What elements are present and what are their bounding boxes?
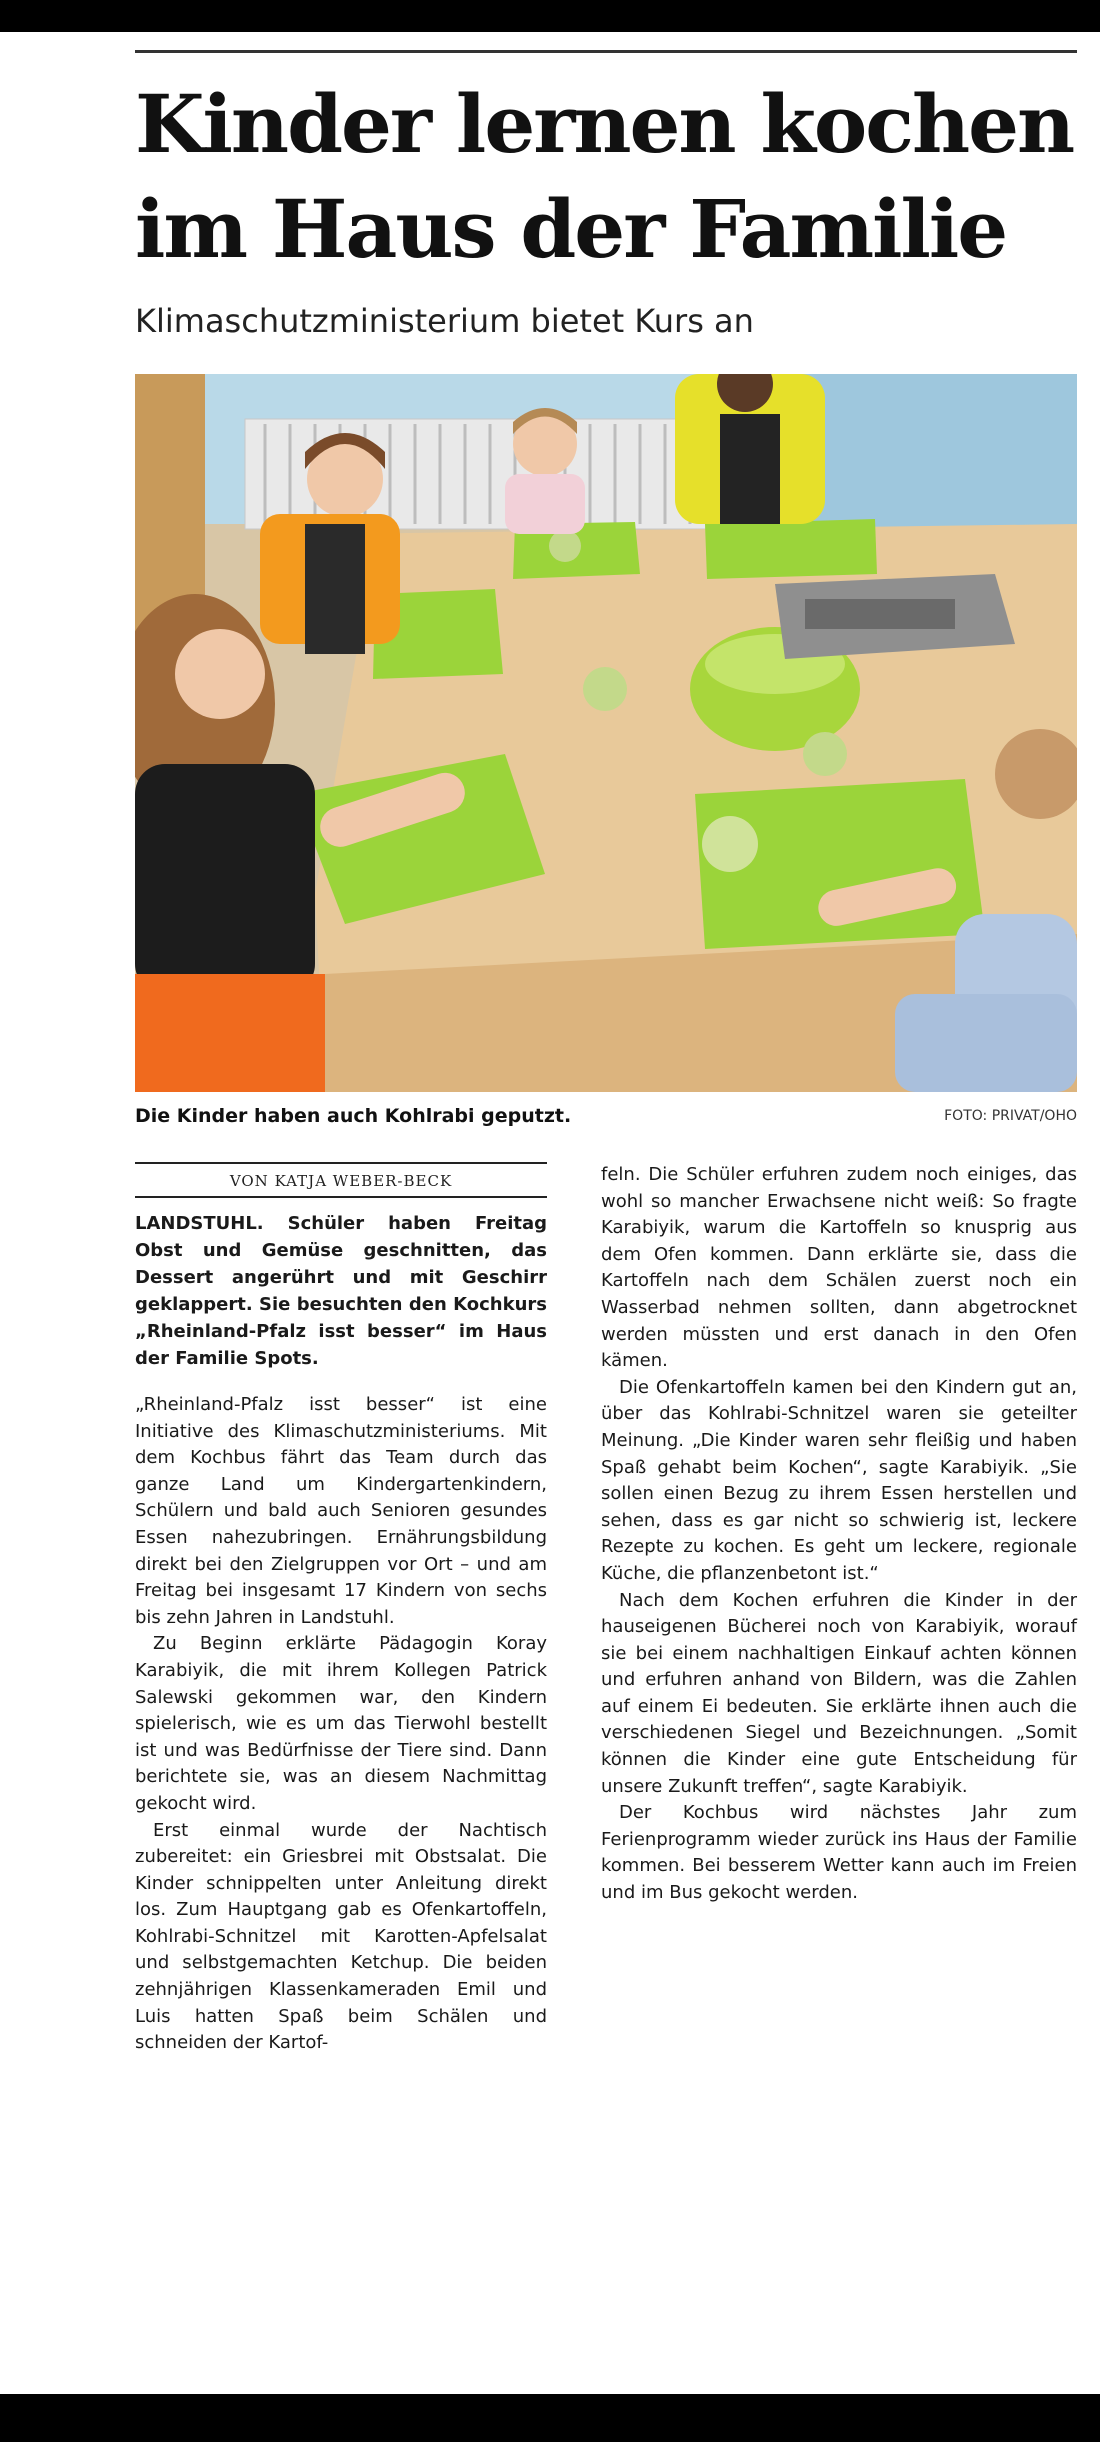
body-paragraph: Zu Beginn erklärte Pädagogin Koray Karabiyik, die mit ihrem Kollegen Patrick Salewski gekommen war, den Kindern spielerisch, wie es um das Tierwohl bestellt ist und was Bedürfnisse der Tiere sind. Dann berichtete sie, was an diesem Nachmittag gekocht wird. bbox=[135, 1633, 547, 1814]
byline: VON KATJA WEBER-BECK bbox=[229, 1172, 453, 1190]
body-paragraph: Nach dem Kochen erfuhren die Kinder in der hauseigenen Bücherei noch von Karabiyik, worauf sie bei einem nachhaltigen Einkauf achten können und erfuhren anhand von Bildern, was die Zahlen auf einem Ei bedeuten. Sie erklärte ihnen auch die verschiedenen Siegel und Bezeichnungen. „Somit können die Kinder eine gute Entscheidung für unsere Zukunft treffen“, sagte Karabiyik. bbox=[601, 1589, 1077, 1797]
body-paragraph: feln. Die Schüler erfuhren zudem noch einiges, das wohl so mancher Erwachsene nicht weiß: So fragte Karabiyik, warum die Kartoffeln so knusprig aus dem Ofen kommen. Dann erklärte sie, dass die Kartoffeln nach dem Schälen zuerst noch ein Wasserbad nehmen sollten, dann abgetrocknet werden müssten und erst danach in den Ofen kämen. bbox=[601, 1164, 1077, 1372]
byline-rule-bottom bbox=[135, 1196, 547, 1198]
photo-credit: FOTO: PRIVAT/OHO bbox=[944, 1108, 1077, 1124]
bottom-black-bar bbox=[0, 2394, 1100, 2442]
photo-kids-cooking-illustration bbox=[135, 374, 1077, 1092]
byline-rule-top bbox=[135, 1162, 547, 1164]
top-rule bbox=[135, 50, 1077, 53]
photo-caption: Die Kinder haben auch Kohlrabi geputzt. bbox=[135, 1105, 572, 1127]
article-photo bbox=[135, 374, 1077, 1092]
headline-line-2: im Haus der Familie bbox=[135, 182, 1007, 276]
headline bbox=[135, 72, 1077, 282]
body-paragraph: Die Ofenkartoffeln kamen bei den Kindern gut an, über das Kohlrabi-Schnitzel waren sie geteilter Meinung. „Die Kinder waren sehr fleißig und haben Spaß gehabt beim Kochen“, sagte Karabiyik. „Sie sollen einen Bezug zu ihrem Essen herstellen und sehen, dass es gar nicht so schwierig ist, leckere Rezepte zu kochen. Es geht um leckere, regionale Küche, die pflanzenbetont ist.“ bbox=[601, 1376, 1077, 1584]
headline-line-1: Kinder lernen kochen bbox=[135, 77, 1074, 171]
column-2 bbox=[601, 1162, 1077, 1907]
body-paragraph: Erst einmal wurde der Nachtisch zubereitet: ein Griesbrei mit Obstsalat. Die Kinder schnippelten unter Anleitung direkt los. Zum Hauptgang gab es Ofenkartoffeln, Kohlrabi-Schnitzel mit Karotten-Apfelsalat und selbstgemachten Ketchup. Die beiden zehnjährigen Klassenkameraden Emil und Luis hatten Spaß beim Schälen und schneiden der Kartof- bbox=[135, 1819, 547, 2054]
top-black-bar bbox=[0, 0, 1100, 32]
subheadline: Klimaschutzministerium bietet Kurs an bbox=[135, 302, 754, 340]
body-paragraph: „Rheinland-Pfalz isst besser“ ist eine Initiative des Klimaschutzministeriums. Mit dem Kochbus fährt das Team durch das ganze Land um Kindergartenkindern, Schülern und bald auch Senioren gesundes Essen nahezubringen. Ernährungsbildung direkt bei den Zielgruppen vor Ort – und am Freitag bei insgesamt 17 Kindern von sechs bis zehn Jahren in Landstuhl. bbox=[135, 1394, 547, 1628]
lead-paragraph: LANDSTUHL. Schüler haben Freitag Obst und Gemüse geschnitten, das Dessert angerührt und mit Geschirr geklappert. Sie besuchten den Kochkurs „Rheinland-Pfalz isst besser“ im Haus der Familie Spots. bbox=[135, 1213, 547, 1369]
column-1 bbox=[135, 1162, 547, 2057]
body-paragraph: Der Kochbus wird nächstes Jahr zum Ferienprogramm wieder zurück ins Haus der Familie kommen. Bei besserem Wetter kann auch im Freien und im Bus gekocht werden. bbox=[601, 1802, 1077, 1904]
